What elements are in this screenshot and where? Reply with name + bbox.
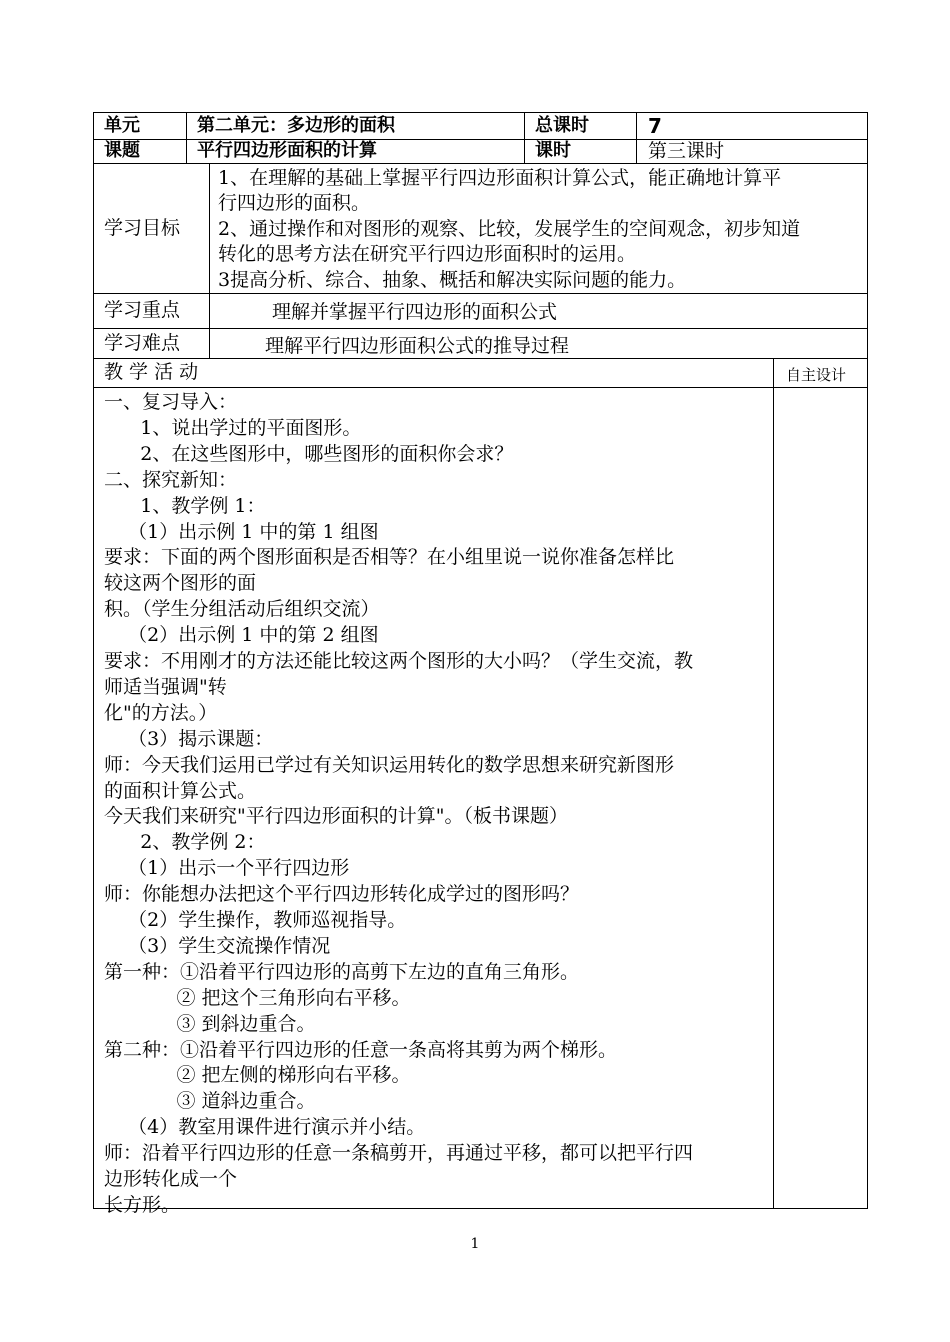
objective-line: 1、在理解的基础上掌握平行四边形面积计算公式，能正确地计算平 <box>218 167 782 189</box>
rule <box>524 112 525 164</box>
activity-line: （4）教室用课件进行演示并小结。 <box>104 1116 426 1139</box>
difficulty-value: 理解平行四边形面积公式的推导过程 <box>265 335 570 357</box>
rule <box>867 112 868 1209</box>
rule <box>636 112 637 164</box>
activity-line: （2）出示例 1 中的第 2 组图 <box>104 624 379 647</box>
activity-line: ③ 到斜边重合。 <box>104 1012 316 1035</box>
activity-line: 1、教学例 1： <box>104 494 266 517</box>
activity-line: 第一种：①沿着平行四边形的高剪下左边的直角三角形。 <box>104 960 580 983</box>
rule <box>93 112 94 1209</box>
activity-line: （1）出示例 1 中的第 1 组图 <box>104 520 379 543</box>
objective-line: 2、通过操作和对图形的观察、比较，发展学生的空间观念，初步知道 <box>218 218 801 240</box>
activity-line: （2）学生操作，教师巡视指导。 <box>104 909 407 931</box>
activity-line: 1、说出学过的平面图形。 <box>104 416 362 439</box>
activity-line: 二、探究新知： <box>104 468 238 491</box>
activity-line: 第二种：①沿着平行四边形的任意一条高将其剪为两个梯形。 <box>104 1038 618 1061</box>
activity-line: ② 把左侧的梯形向右平移。 <box>104 1064 411 1087</box>
lesson-value: 第三课时 <box>648 140 725 162</box>
activity-line: 边形转化成一个 <box>104 1168 238 1190</box>
activity-line: 要求：下面的两个图形面积是否相等？在小组里说一说你准备怎样比 <box>104 546 675 569</box>
activity-line: 师：今天我们运用已学过有关知识运用转化的数学思想来研究新图形 <box>104 753 675 776</box>
topic-label: 课题 <box>104 140 140 161</box>
key-point-value: 理解并掌握平行四边形的面积公式 <box>272 301 558 323</box>
rule <box>93 112 868 113</box>
activity-line: ② 把这个三角形向右平移。 <box>104 986 411 1009</box>
page-number: 1 <box>470 1236 480 1252</box>
lesson-label: 课时 <box>535 140 571 161</box>
objective-line: 3提高分析、综合、抽象、概括和解决实际问题的能力。 <box>218 269 687 291</box>
rule <box>186 112 187 164</box>
total-hours-value: 7 <box>648 114 662 138</box>
unit-value: 第二单元：多边形的面积 <box>197 115 395 136</box>
rule <box>209 163 210 359</box>
activity-line: 2、教学例 2： <box>104 831 266 854</box>
activity-line: 今天我们来研究"平行四边形面积的计算"。（板书课题） <box>104 805 568 828</box>
rule <box>93 1208 868 1209</box>
objective-line: 行四边形的面积。 <box>218 192 371 214</box>
activity-line: ③ 道斜边重合。 <box>104 1090 316 1113</box>
total-hours-label: 总课时 <box>535 115 589 136</box>
rule <box>93 387 868 388</box>
activity-line: 师：你能想办法把这个平行四边形转化成学过的图形吗？ <box>104 883 580 906</box>
activity-line: （3）学生交流操作情况 <box>104 934 331 957</box>
activity-line: （1）出示一个平行四边形 <box>104 857 350 880</box>
unit-label: 单元 <box>104 115 140 136</box>
activity-line: 积。（学生分组活动后组织交流） <box>104 598 380 621</box>
activity-line: 化"的方法。） <box>104 701 218 724</box>
objective-line: 转化的思考方法在研究平行四边形面积时的运用。 <box>218 243 637 265</box>
self-design-header: 自主设计 <box>786 366 847 384</box>
objectives-label: 学习目标 <box>104 217 181 239</box>
rule <box>773 358 774 1209</box>
activity-line: 要求：不用刚才的方法还能比较这两个图形的大小吗？（学生交流，教 <box>104 650 694 672</box>
activity-line: 的面积计算公式。 <box>104 779 257 802</box>
activity-line: 一、复习导入： <box>104 391 238 413</box>
activity-header: 教 学 活 动 <box>104 361 199 383</box>
difficulty-label: 学习难点 <box>104 332 181 354</box>
topic-value: 平行四边形面积的计算 <box>197 140 377 161</box>
activity-line: 2、在这些图形中，哪些图形的面积你会求？ <box>104 442 514 465</box>
activity-line: 师：沿着平行四边形的任意一条稿剪开，再通过平移，都可以把平行四 <box>104 1142 694 1165</box>
activity-line: （3）揭示课题： <box>104 727 274 750</box>
key-point-label: 学习重点 <box>104 299 181 321</box>
activity-line: 较这两个图形的面 <box>104 572 257 595</box>
activity-line: 长方形。 <box>104 1193 181 1216</box>
activity-line: 师适当强调"转 <box>104 675 227 698</box>
